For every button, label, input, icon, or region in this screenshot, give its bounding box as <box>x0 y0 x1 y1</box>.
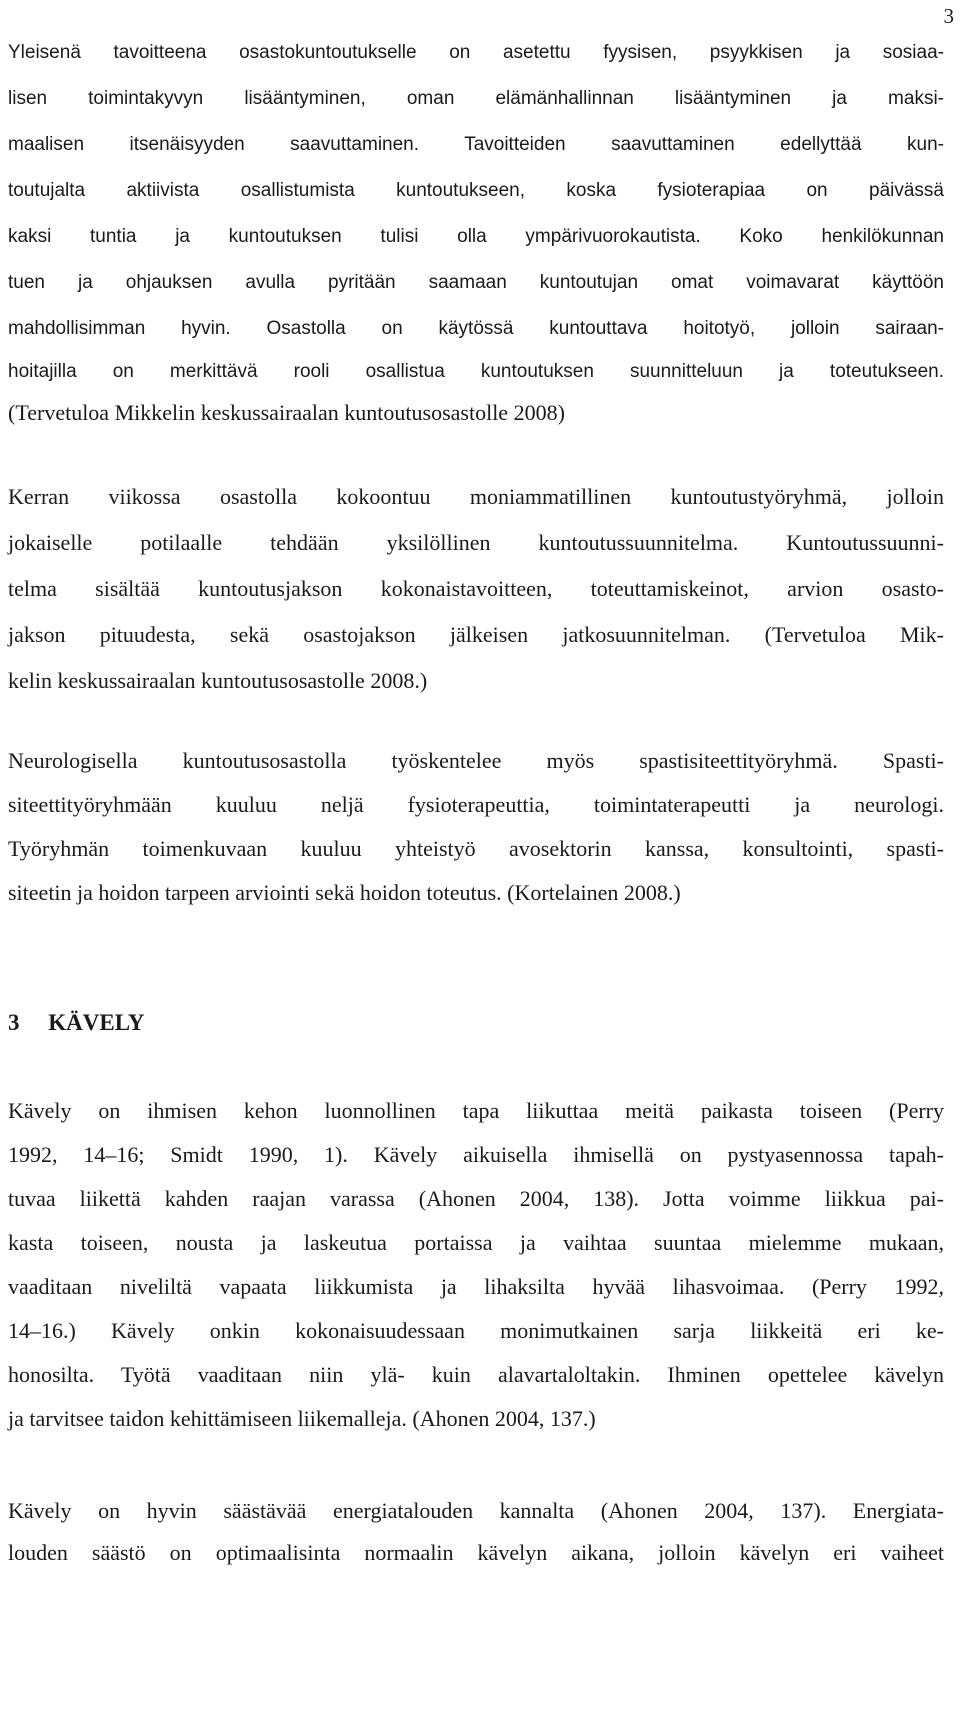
text-line: Neurologisella kuntoutusosastolla työskentelee myös spastisiteettityöryhmä. Spasti- <box>8 748 944 773</box>
text-line: telma sisältää kuntoutusjakson kokonaistavoitteen, toteuttamiskeinot, arvion osasto- <box>8 576 944 601</box>
text-line: maalisen itsenäisyyden saavuttaminen. Tavoitteiden saavuttaminen edellyttää kun- <box>8 134 944 155</box>
text-line: honosilta. Työtä vaaditaan niin ylä- kuin alavartaloltakin. Ihminen opettelee kävelyn <box>8 1362 944 1387</box>
text-line: 14–16.) Kävely onkin kokonaisuudessaan monimutkainen sarja liikkeitä eri ke- <box>8 1318 944 1343</box>
text-line: Kävely on hyvin säästävää energiatalouden kannalta (Ahonen 2004, 137). Energiata- <box>8 1498 944 1523</box>
text-line: Kerran viikossa osastolla kokoontuu moniammatillinen kuntoutustyöryhmä, jolloin <box>8 484 944 509</box>
text-line: toutujalta aktiivista osallistumista kuntoutukseen, koska fysioterapiaa on päivässä <box>8 180 944 201</box>
text-line: siteettityöryhmään kuuluu neljä fysioterapeuttia, toimintaterapeutti ja neurologi. <box>8 792 944 817</box>
text-line: jakson pituudesta, sekä osastojakson jälkeisen jatkosuunnitelman. (Tervetuloa Mik- <box>8 622 944 647</box>
text-line: lisen toimintakyvyn lisääntyminen, oman elämänhallinnan lisääntyminen ja maksi- <box>8 88 944 109</box>
text-line: (Tervetuloa Mikkelin keskussairaalan kuntoutusosastolle 2008) <box>8 400 565 425</box>
text-line: jokaiselle potilaalle tehdään yksilöllinen kuntoutussuunnitelma. Kuntoutussuunni- <box>8 530 944 555</box>
text-line: ja tarvitsee taidon kehittämiseen liikemalleja. (Ahonen 2004, 137.) <box>8 1406 596 1431</box>
text-line: kaksi tuntia ja kuntoutuksen tulisi olla ympärivuorokautista. Koko henkilökunnan <box>8 226 944 247</box>
text-line: hoitajilla on merkittävä rooli osallistua kuntoutuksen suunnitteluun ja toteutukseen. <box>8 361 944 382</box>
text-line: louden säästö on optimaalisinta normaalin kävelyn aikana, jolloin kävelyn eri vaiheet <box>8 1540 944 1565</box>
text-line: Työryhmän toimenkuvaan kuuluu yhteistyö avosektorin kanssa, konsultointi, spasti- <box>8 836 944 861</box>
text-line: kasta toiseen, nousta ja laskeutua portaissa ja vaihtaa suuntaa mielemme mukaan, <box>8 1230 944 1255</box>
page-number: 3 <box>943 4 954 28</box>
text-line: Yleisenä tavoitteena osastokuntoutukselle on asetettu fyysisen, psyykkisen ja sosiaa- <box>8 42 944 63</box>
text-line: 1992, 14–16; Smidt 1990, 1). Kävely aikuisella ihmisellä on pystyasennossa tapah- <box>8 1142 944 1167</box>
text-line: tuen ja ohjauksen avulla pyritään saamaan kuntoutujan omat voimavarat käyttöön <box>8 272 944 293</box>
text-line: kelin keskussairaalan kuntoutusosastolle 2008.) <box>8 668 428 693</box>
text-line: mahdollisimman hyvin. Osastolla on käytössä kuntouttava hoitotyö, jolloin sairaan- <box>8 318 944 339</box>
text-line: tuvaa liikettä kahden raajan varassa (Ahonen 2004, 138). Jotta voimme liikkua pai- <box>8 1186 944 1211</box>
text-line: vaaditaan niveliltä vapaata liikkumista ja lihaksilta hyvää lihasvoimaa. (Perry 1992, <box>8 1274 944 1299</box>
section-heading: 3 KÄVELY <box>8 1010 145 1035</box>
text-line: siteetin ja hoidon tarpeen arviointi sekä hoidon toteutus. (Kortelainen 2008.) <box>8 880 681 905</box>
text-line: Kävely on ihmisen kehon luonnollinen tapa liikuttaa meitä paikasta toiseen (Perry <box>8 1098 944 1123</box>
